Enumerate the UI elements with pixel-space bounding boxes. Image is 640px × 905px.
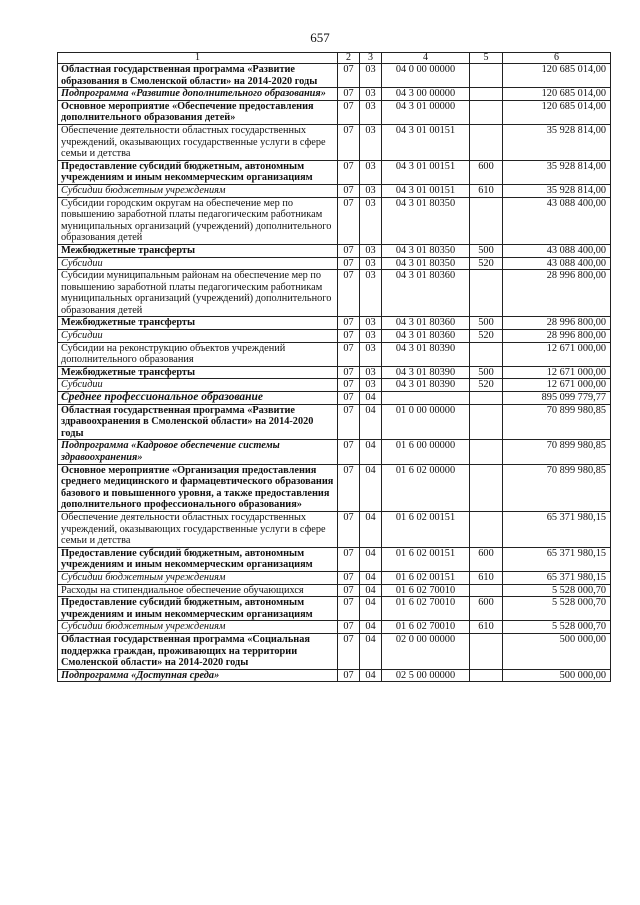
- section-cell: 07: [338, 547, 360, 571]
- table-row: [58, 64, 611, 88]
- table-row: [58, 160, 611, 184]
- target-code-cell: 02 0 00 00000: [382, 633, 470, 669]
- amount-cell: 12 671 000,00: [503, 366, 611, 379]
- table-row: [58, 270, 611, 317]
- section-cell: 07: [338, 366, 360, 379]
- target-code-cell: 01 0 00 00000: [382, 404, 470, 440]
- amount-cell: 895 099 779,77: [503, 392, 611, 405]
- subsection-cell: 03: [360, 244, 382, 257]
- expense-type-cell: [470, 124, 503, 160]
- expense-type-cell: [470, 404, 503, 440]
- section-cell: 07: [338, 584, 360, 597]
- target-code-cell: 01 6 02 00151: [382, 571, 470, 584]
- table-row: [58, 633, 611, 669]
- expense-type-cell: [470, 584, 503, 597]
- section-cell: 07: [338, 392, 360, 405]
- subsection-cell: 03: [360, 64, 382, 88]
- page-number: 657: [310, 30, 330, 45]
- subsection-cell: 04: [360, 597, 382, 621]
- amount-cell: 500 000,00: [503, 669, 611, 682]
- target-code-cell: 01 6 02 70010: [382, 597, 470, 621]
- amount-cell: 70 899 980,85: [503, 440, 611, 464]
- amount-cell: 500 000,00: [503, 633, 611, 669]
- expense-type-cell: [470, 440, 503, 464]
- table-row: [58, 597, 611, 621]
- row-name-cell: Предоставление субсидий бюджетным, автономным учреждениям и иным некоммерческим организациям: [58, 597, 338, 621]
- amount-cell: 28 996 800,00: [503, 330, 611, 343]
- subsection-cell: 04: [360, 669, 382, 682]
- section-cell: 07: [338, 404, 360, 440]
- section-cell: 07: [338, 597, 360, 621]
- table-row: [58, 124, 611, 160]
- target-code-cell: 04 3 01 80360: [382, 317, 470, 330]
- row-name-cell: Межбюджетные трансферты: [58, 244, 338, 257]
- target-code-cell: 04 3 01 80360: [382, 270, 470, 317]
- section-cell: 07: [338, 621, 360, 634]
- row-name-cell: Предоставление субсидий бюджетным, автономным учреждениям и иным некоммерческим организациям: [58, 160, 338, 184]
- subsection-cell: 04: [360, 547, 382, 571]
- target-code-cell: 02 5 00 00000: [382, 669, 470, 682]
- row-name-cell: Областная государственная программа «Социальная поддержка граждан, проживающих на территории Смоленской области» на 2014-2020 годы: [58, 633, 338, 669]
- amount-cell: 35 928 814,00: [503, 184, 611, 197]
- row-name-cell: Субсидии: [58, 379, 338, 392]
- subsection-cell: 03: [360, 317, 382, 330]
- target-code-cell: 04 0 00 00000: [382, 64, 470, 88]
- subsection-cell: 04: [360, 511, 382, 547]
- expense-type-cell: 600: [470, 160, 503, 184]
- table-row: [58, 197, 611, 244]
- target-code-cell: 04 3 01 00151: [382, 160, 470, 184]
- expense-type-cell: [470, 100, 503, 124]
- table-row: [58, 547, 611, 571]
- expense-type-cell: [470, 342, 503, 366]
- section-cell: 07: [338, 342, 360, 366]
- row-name-cell: Предоставление субсидий бюджетным, автономным учреждениям и иным некоммерческим организациям: [58, 547, 338, 571]
- table-row: [58, 366, 611, 379]
- target-code-cell: 04 3 01 80350: [382, 197, 470, 244]
- table-row: [58, 571, 611, 584]
- row-name-cell: Межбюджетные трансферты: [58, 366, 338, 379]
- expense-type-cell: [470, 64, 503, 88]
- row-name-cell: Субсидии: [58, 330, 338, 343]
- section-cell: 07: [338, 124, 360, 160]
- subsection-cell: 03: [360, 184, 382, 197]
- row-name-cell: Обеспечение деятельности областных государственных учреждений, оказывающих государственные услуги в сфере семьи и детства: [58, 124, 338, 160]
- subsection-cell: 03: [360, 197, 382, 244]
- section-cell: 07: [338, 464, 360, 511]
- amount-cell: 70 899 980,85: [503, 404, 611, 440]
- amount-cell: 35 928 814,00: [503, 124, 611, 160]
- section-cell: 07: [338, 184, 360, 197]
- header-cell: 6: [503, 53, 611, 64]
- target-code-cell: 04 3 01 00151: [382, 124, 470, 160]
- target-code-cell: 04 3 01 80350: [382, 257, 470, 270]
- row-name-cell: Подпрограмма «Кадровое обеспечение системы здравоохранения»: [58, 440, 338, 464]
- amount-cell: 5 528 000,70: [503, 597, 611, 621]
- target-code-cell: 04 3 01 80350: [382, 244, 470, 257]
- expense-type-cell: 600: [470, 597, 503, 621]
- table-row: [58, 464, 611, 511]
- header-cell: 1: [58, 53, 338, 64]
- subsection-cell: 03: [360, 160, 382, 184]
- table-row: [58, 88, 611, 101]
- section-cell: 07: [338, 440, 360, 464]
- target-code-cell: 04 3 01 80390: [382, 379, 470, 392]
- expense-type-cell: 600: [470, 547, 503, 571]
- expense-type-cell: 520: [470, 330, 503, 343]
- target-code-cell: 04 3 01 80390: [382, 342, 470, 366]
- expense-type-cell: 610: [470, 621, 503, 634]
- row-name-cell: Субсидии на реконструкцию объектов учреждений дополнительного образования: [58, 342, 338, 366]
- subsection-cell: 03: [360, 366, 382, 379]
- amount-cell: 12 671 000,00: [503, 379, 611, 392]
- subsection-cell: 03: [360, 100, 382, 124]
- table-row: [58, 257, 611, 270]
- amount-cell: 65 371 980,15: [503, 571, 611, 584]
- table-row: [58, 511, 611, 547]
- expense-type-cell: [470, 270, 503, 317]
- subsection-cell: 04: [360, 621, 382, 634]
- expense-type-cell: [470, 197, 503, 244]
- subsection-cell: 04: [360, 404, 382, 440]
- subsection-cell: 04: [360, 440, 382, 464]
- target-code-cell: 04 3 00 00000: [382, 88, 470, 101]
- row-name-cell: Межбюджетные трансферты: [58, 317, 338, 330]
- header-cell: 3: [360, 53, 382, 64]
- target-code-cell: 01 6 02 70010: [382, 584, 470, 597]
- section-cell: 07: [338, 511, 360, 547]
- section-cell: 07: [338, 197, 360, 244]
- table-row: [58, 100, 611, 124]
- expense-type-cell: [470, 88, 503, 101]
- row-name-cell: Субсидии бюджетным учреждениям: [58, 571, 338, 584]
- table-row: [58, 379, 611, 392]
- budget-table: [57, 52, 611, 682]
- row-name-cell: Субсидии: [58, 257, 338, 270]
- section-cell: 07: [338, 571, 360, 584]
- subsection-cell: 04: [360, 584, 382, 597]
- row-name-cell: Подпрограмма «Развитие дополнительного образования»: [58, 88, 338, 101]
- expense-type-cell: 520: [470, 257, 503, 270]
- section-cell: 07: [338, 317, 360, 330]
- amount-cell: 5 528 000,70: [503, 621, 611, 634]
- row-name-cell: Основное мероприятие «Организация предоставления среднего медицинского и фармацевтического образования базового и повышенного уровня, а также предоставления дополнительного профессионального образования»: [58, 464, 338, 511]
- expense-type-cell: [470, 464, 503, 511]
- amount-cell: 120 685 014,00: [503, 100, 611, 124]
- expense-type-cell: [470, 511, 503, 547]
- amount-cell: 43 088 400,00: [503, 197, 611, 244]
- section-cell: 07: [338, 270, 360, 317]
- expense-type-cell: 520: [470, 379, 503, 392]
- section-cell: 07: [338, 64, 360, 88]
- target-code-cell: 04 3 01 00151: [382, 184, 470, 197]
- table-row: [58, 392, 611, 405]
- amount-cell: 12 671 000,00: [503, 342, 611, 366]
- section-cell: 07: [338, 669, 360, 682]
- table-row: [58, 584, 611, 597]
- section-cell: 07: [338, 633, 360, 669]
- amount-cell: 5 528 000,70: [503, 584, 611, 597]
- section-cell: 07: [338, 88, 360, 101]
- subsection-cell: 04: [360, 633, 382, 669]
- row-name-cell: Основное мероприятие «Обеспечение предоставления дополнительного образования детей»: [58, 100, 338, 124]
- target-code-cell: 04 3 01 80390: [382, 366, 470, 379]
- amount-cell: 28 996 800,00: [503, 270, 611, 317]
- target-code-cell: 01 6 02 00000: [382, 464, 470, 511]
- expense-type-cell: 500: [470, 317, 503, 330]
- expense-type-cell: 500: [470, 244, 503, 257]
- section-cell: 07: [338, 100, 360, 124]
- amount-cell: 28 996 800,00: [503, 317, 611, 330]
- section-cell: 07: [338, 330, 360, 343]
- header-cell: 4: [382, 53, 470, 64]
- row-name-cell: Субсидии муниципальным районам на обеспечение мер по повышению заработной платы педагогическим работникам муниципальных организаций (учреждений) дополнительного образования детей: [58, 270, 338, 317]
- subsection-cell: 03: [360, 88, 382, 101]
- subsection-cell: 03: [360, 379, 382, 392]
- row-name-cell: Среднее профессиональное образование: [58, 392, 338, 405]
- row-name-cell: Субсидии бюджетным учреждениям: [58, 184, 338, 197]
- table-row: [58, 317, 611, 330]
- amount-cell: 43 088 400,00: [503, 244, 611, 257]
- row-name-cell: Подпрограмма «Доступная среда»: [58, 669, 338, 682]
- table-row: [58, 404, 611, 440]
- subsection-cell: 04: [360, 464, 382, 511]
- target-code-cell: 01 6 02 00151: [382, 511, 470, 547]
- amount-cell: 43 088 400,00: [503, 257, 611, 270]
- row-name-cell: Областная государственная программа «Развитие образования в Смоленской области» на 2014-2020 годы: [58, 64, 338, 88]
- row-name-cell: Обеспечение деятельности областных государственных учреждений, оказывающих государственные услуги в сфере семьи и детства: [58, 511, 338, 547]
- amount-cell: 65 371 980,15: [503, 547, 611, 571]
- expense-type-cell: [470, 669, 503, 682]
- expense-type-cell: 500: [470, 366, 503, 379]
- table-row: [58, 621, 611, 634]
- table-row: [58, 244, 611, 257]
- expense-type-cell: [470, 633, 503, 669]
- amount-cell: 120 685 014,00: [503, 88, 611, 101]
- amount-cell: 35 928 814,00: [503, 160, 611, 184]
- section-cell: 07: [338, 257, 360, 270]
- subsection-cell: 04: [360, 392, 382, 405]
- amount-cell: 65 371 980,15: [503, 511, 611, 547]
- subsection-cell: 03: [360, 342, 382, 366]
- row-name-cell: Расходы на стипендиальное обеспечение обучающихся: [58, 584, 338, 597]
- table-body: [58, 64, 611, 682]
- row-name-cell: Областная государственная программа «Развитие здравоохранения в Смоленской области» на 2014-2020 годы: [58, 404, 338, 440]
- row-name-cell: Субсидии городским округам на обеспечение мер по повышению заработной платы педагогическим работникам муниципальных организаций (учреждений) дополнительного образования детей: [58, 197, 338, 244]
- table-row: [58, 342, 611, 366]
- header-cell: 2: [338, 53, 360, 64]
- expense-type-cell: 610: [470, 184, 503, 197]
- target-code-cell: 04 3 01 80360: [382, 330, 470, 343]
- target-code-cell: 01 6 02 70010: [382, 621, 470, 634]
- header-row: [58, 53, 611, 64]
- target-code-cell: 01 6 02 00151: [382, 547, 470, 571]
- subsection-cell: 03: [360, 330, 382, 343]
- amount-cell: 70 899 980,85: [503, 464, 611, 511]
- subsection-cell: 03: [360, 124, 382, 160]
- target-code-cell: [382, 392, 470, 405]
- row-name-cell: Субсидии бюджетным учреждениям: [58, 621, 338, 634]
- section-cell: 07: [338, 160, 360, 184]
- table-row: [58, 184, 611, 197]
- target-code-cell: 01 6 00 00000: [382, 440, 470, 464]
- section-cell: 07: [338, 244, 360, 257]
- table-row: [58, 440, 611, 464]
- subsection-cell: 03: [360, 257, 382, 270]
- target-code-cell: 04 3 01 00000: [382, 100, 470, 124]
- expense-type-cell: [470, 392, 503, 405]
- section-cell: 07: [338, 379, 360, 392]
- header-cell: 5: [470, 53, 503, 64]
- subsection-cell: 04: [360, 571, 382, 584]
- expense-type-cell: 610: [470, 571, 503, 584]
- amount-cell: 120 685 014,00: [503, 64, 611, 88]
- table-row: [58, 669, 611, 682]
- table-row: [58, 330, 611, 343]
- subsection-cell: 03: [360, 270, 382, 317]
